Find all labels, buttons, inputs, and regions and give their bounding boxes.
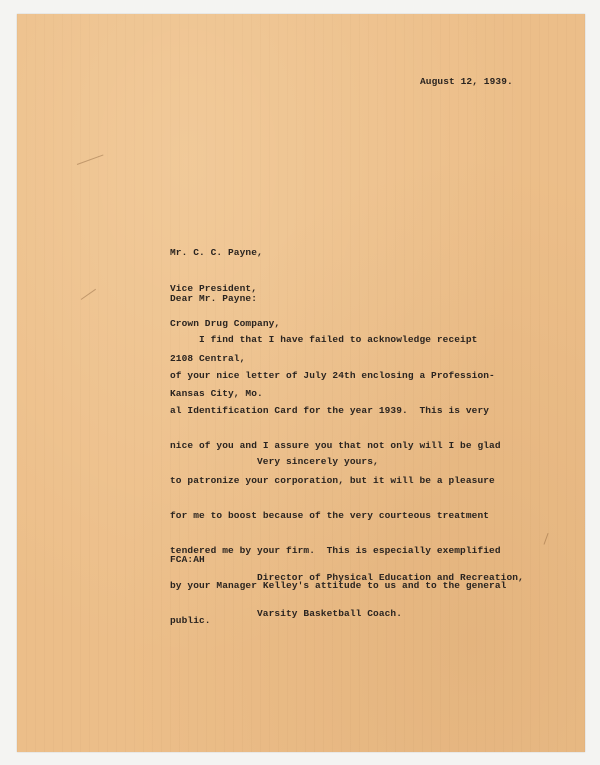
signature-line: Director of Physical Education and Recreation, <box>257 572 524 584</box>
address-line: Crown Drug Company, <box>170 317 281 329</box>
typist-initials: FCA:AH <box>170 554 205 565</box>
signature-block <box>257 549 524 643</box>
body-line: to patronize your corporation, but it will be a pleasure <box>170 474 495 486</box>
address-line: 2108 Central, <box>170 352 246 364</box>
body-line: nice of you and I assure you that not only will I be glad <box>170 439 501 451</box>
signature-line: Varsity Basketball Coach. <box>257 607 403 619</box>
paper-crease-mark <box>81 289 96 300</box>
letter-date: August 12, 1939. <box>420 76 513 87</box>
paper-crease-mark <box>544 533 549 545</box>
salutation: Dear Mr. Payne: <box>170 293 258 304</box>
address-line: Vice President, <box>170 282 258 294</box>
address-line: Kansas City, Mo. <box>170 387 263 399</box>
body-line: for me to boost because of the very courteous treatment <box>170 509 490 521</box>
body-line: of your nice letter of July 24th enclosing a Profession- <box>170 369 495 381</box>
body-line: public. <box>170 615 211 627</box>
body-line: tendered me by your firm. This is especially exemplified <box>170 545 501 557</box>
body-line: I find that I have failed to acknowledge receipt <box>170 334 478 346</box>
closing: Very sincerely yours, <box>257 456 379 467</box>
address-line: Mr. C. C. Payne, <box>170 247 263 259</box>
letter-page <box>17 14 585 752</box>
body-line: al Identification Card for the year 1939. This is very <box>170 404 490 416</box>
paper-crease-mark <box>77 154 104 165</box>
body-line: by your Manager Kelley's attitude to us and to the general <box>170 580 507 592</box>
